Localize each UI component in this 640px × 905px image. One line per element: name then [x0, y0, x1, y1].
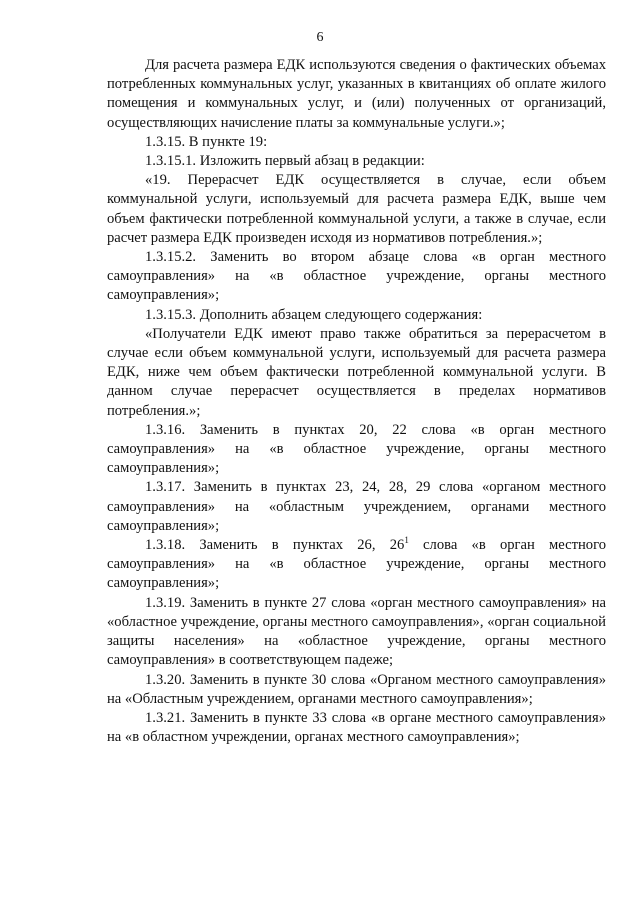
paragraph-1-3-18 — [107, 536, 606, 594]
document-body — [107, 56, 606, 747]
paragraph-1-3-15-1: 1.3.15.1. Изложить первый абзац в редакции: — [145, 153, 425, 170]
paragraph-1-3-21: 1.3.21. Заменить в пункте 33 слова «в органе местного самоуправления» на «в областном учреждении, органах местного самоуправления»; — [107, 709, 606, 746]
page-number: 6 — [316, 30, 324, 45]
paragraph-point-19-quote: «19. Перерасчет ЕДК осуществляется в случае, если объем коммунальной услуги, используемый для расчета размера ЕДК, выше чем объем фактически потребленной коммунальной услуги, а также в случае, если расчет размера ЕДК произведен исходя из нормативов потребления.»; — [107, 172, 606, 246]
paragraph-1-3-15-2: 1.3.15.2. Заменить во втором абзаце слова «в орган местного самоуправления» на «в областное учреждение, органы местного самоуправления»; — [107, 249, 606, 304]
paragraph-1-3-18-end: слова «в орган местного самоуправления» на «в областное учреждение, органы местного самоуправления»; — [107, 537, 606, 592]
paragraph-recalculation-right-quote: «Получатели ЕДК имеют право также обратиться за перерасчетом в случае если объем коммунальной услуги, используемый для расчета размера ЕДК, ниже чем объем фактически потребленной коммунальной услуги. В данном случае перерасчет осуществляется в пределах нормативов потребления.»; — [107, 325, 606, 419]
superscript-one: 1 — [404, 535, 409, 546]
paragraph-1-3-17: 1.3.17. Заменить в пунктах 23, 24, 28, 29 слова «органом местного самоуправления» на «областным учреждением, органами местного самоуправления»; — [107, 479, 606, 534]
paragraph-1-3-16: 1.3.16. Заменить в пунктах 20, 22 слова «в орган местного самоуправления» на «в областное учреждение, органы местного самоуправления»; — [107, 421, 606, 477]
paragraph-1-3-15: 1.3.15. В пункте 19: — [145, 133, 268, 150]
paragraph-1-3-18-start: 1.3.18. Заменить в пунктах 26, 26 — [145, 537, 405, 554]
paragraph-edk-calculation-data: Для расчета размера ЕДК используются сведения о фактических объемах потребленных коммунальных услуг, указанных в квитанциях об оплате жилого помещения и коммунальных услуг, и (или) полученных от организаций, осуществляющих начисление платы за коммунальные услуги.»; — [107, 57, 606, 131]
paragraph-1-3-15-3: 1.3.15.3. Дополнить абзацем следующего содержания: — [145, 306, 483, 323]
paragraph-1-3-19: 1.3.19. Заменить в пункте 27 слова «орган местного самоуправления» на «областное учреждение, органы местного самоуправления», «орган социальной защиты населения» на «областное учреждение, органы местного самоуправления» в соответствующем падеже; — [107, 594, 606, 669]
paragraph-1-3-20: 1.3.20. Заменить в пункте 30 слова «Органом местного самоуправления» на «Областным учреждением, органами местного самоуправления»; — [107, 671, 606, 707]
